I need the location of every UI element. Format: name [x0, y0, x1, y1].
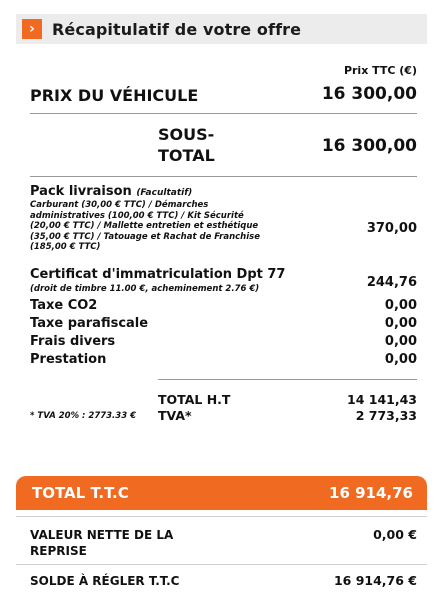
detail-line: (185,00 € TTC)	[30, 242, 101, 252]
vehicle-price-value: 16 300,00	[321, 84, 417, 104]
fee-value: 0,00	[384, 316, 417, 331]
fee-label: Prestation	[30, 352, 107, 367]
fee-value: 0,00	[384, 352, 417, 367]
label-line: REPRISE	[30, 544, 87, 558]
subtotal-value: 16 300,00	[321, 136, 417, 156]
pack-livraison-details	[30, 200, 260, 253]
section-title: Récapitulatif de votre offre	[52, 19, 302, 39]
solde-value: 16 914,76 €	[333, 573, 417, 588]
total-ttc-bar	[16, 476, 427, 510]
fee-value: 0,00	[384, 298, 417, 313]
total-ttc-value: 16 914,76	[329, 484, 413, 502]
detail-line: (35,00 € TTC) / Tatouage et Rachat de Franchise	[30, 231, 260, 242]
chevron-right-icon: ›	[22, 19, 42, 39]
tva-value: 2 773,33	[355, 408, 417, 423]
total-ht-label: TOTAL H.T	[158, 392, 231, 407]
total-ttc-label: TOTAL T.T.C	[32, 484, 129, 502]
label-line: VALEUR NETTE DE LA	[30, 528, 174, 542]
detail-line: administratives (100,00 € TTC) / Kit Sécurité	[30, 210, 244, 221]
certificat-label: Certificat d'immatriculation Dpt 77	[30, 267, 286, 282]
pack-livraison-value: 370,00	[366, 221, 417, 236]
section-header	[16, 14, 427, 44]
fee-label: Taxe CO2	[30, 298, 98, 313]
fee-label: Frais divers	[30, 334, 116, 349]
fee-value: 0,00	[384, 334, 417, 349]
tva-label: TVA*	[158, 408, 192, 423]
divider	[16, 516, 427, 517]
pack-livraison-title: Pack livraison	[30, 184, 132, 199]
vehicle-price-label: PRIX DU VÉHICULE	[30, 86, 199, 105]
certificat-detail: (droit de timbre 11.00 €, acheminement 2.76 €)	[30, 284, 260, 294]
price-column-header: Prix TTC (€)	[343, 64, 417, 77]
divider	[158, 379, 417, 380]
certificat-value: 244,76	[366, 275, 417, 290]
pack-livraison-tag: (Facultatif)	[136, 188, 193, 198]
detail-line: Carburant (30,00 € TTC) / Démarches	[30, 200, 209, 210]
subtotal-label: SOUS-TOTAL	[158, 125, 215, 165]
valeur-reprise-label	[30, 527, 173, 559]
valeur-reprise-value: 0,00 €	[373, 527, 417, 542]
detail-line: (20,00 € TTC) / Mallette entretien et esthétique	[30, 221, 259, 231]
pack-livraison-label	[30, 184, 192, 199]
divider	[16, 564, 427, 565]
tva-note: * TVA 20% : 2773.33 €	[30, 411, 136, 421]
solde-label: SOLDE À RÉGLER T.T.C	[30, 574, 180, 588]
total-ht-value: 14 141,43	[347, 392, 417, 407]
fee-label: Taxe parafiscale	[30, 316, 149, 331]
divider	[30, 113, 417, 114]
divider	[30, 176, 417, 177]
